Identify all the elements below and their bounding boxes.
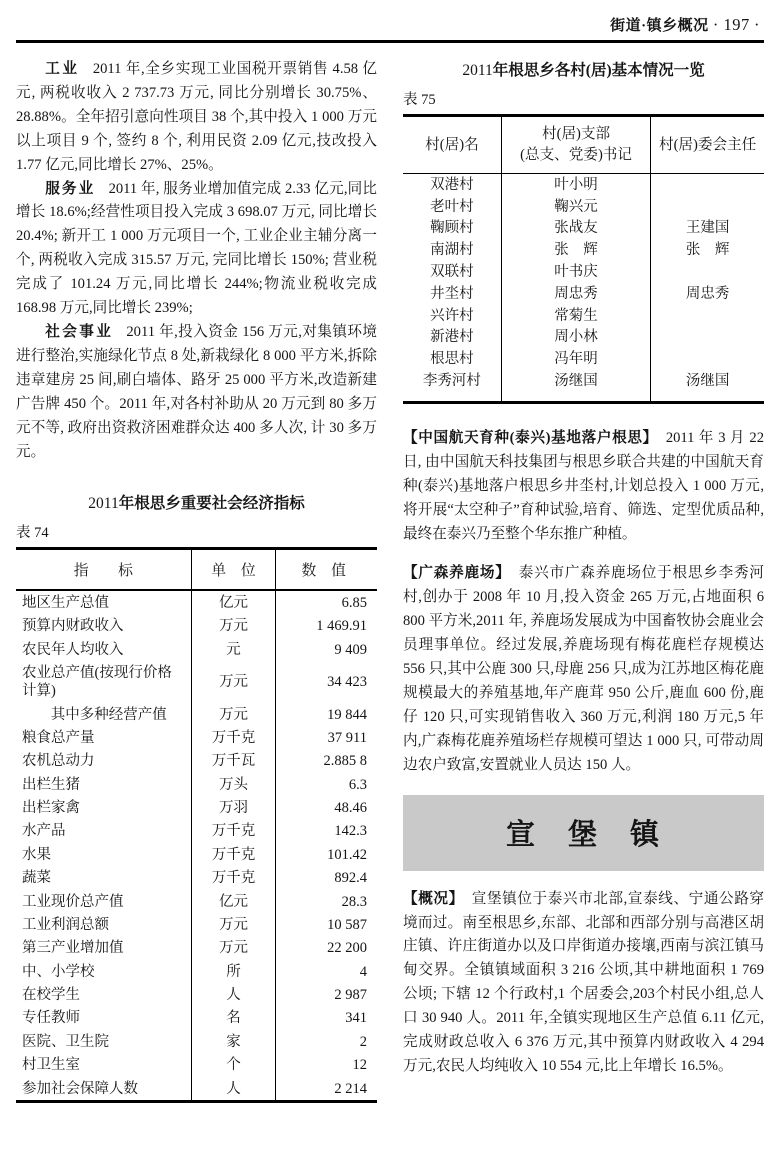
director-cell (651, 174, 764, 196)
village-name-cell: 南湖村 (430, 242, 474, 259)
indicator-cell: 农机总动力 (22, 753, 95, 770)
overview-head: 【概况】 (403, 890, 464, 907)
unit-cell: 人 (191, 1077, 276, 1102)
unit-cell: 名 (191, 1007, 276, 1030)
table-row (16, 1007, 377, 1030)
director-cell: 汤继国 (685, 372, 730, 389)
village-name-cell: 老叶村 (430, 198, 474, 215)
director-cell (651, 305, 764, 327)
indicator-cell: 水果 (22, 846, 51, 863)
table-row (403, 370, 764, 402)
table-row (16, 726, 377, 749)
table-row (403, 305, 764, 327)
table-row (16, 638, 377, 661)
village-name-cell: 李秀河村 (422, 372, 481, 389)
value-cell: 9 409 (334, 641, 367, 658)
value-cell: 2 (359, 1033, 367, 1050)
unit-cell: 亿元 (191, 890, 276, 913)
table74-header-value: 数 值 (276, 549, 377, 591)
unit-cell: 万元 (191, 662, 276, 703)
table75-header-name: 村(居)名 (403, 116, 501, 174)
right-entries (403, 427, 764, 778)
village-name-cell: 新港村 (430, 329, 474, 346)
secretary-cell: 张战友 (501, 218, 650, 240)
indicator-cell: 预算内财政收入 (22, 618, 124, 635)
indicator-cell: 在校学生 (22, 987, 80, 1004)
table-row (16, 890, 377, 913)
director-cell: 王建国 (685, 220, 730, 237)
table74-economic-indicators (16, 547, 377, 1103)
director-cell (651, 196, 764, 218)
secretary-cell: 常菊生 (501, 305, 650, 327)
body-paragraph (16, 178, 377, 321)
table-row (16, 590, 377, 614)
secretary-cell: 汤继国 (501, 370, 650, 402)
table-row (16, 960, 377, 983)
value-cell: 892.4 (334, 870, 367, 887)
value-cell: 22 200 (327, 940, 367, 957)
secretary-cell: 叶书庆 (501, 261, 650, 283)
director-cell: 张 辉 (685, 242, 730, 259)
unit-cell: 元 (191, 638, 276, 661)
director-cell (651, 326, 764, 348)
table-row (403, 326, 764, 348)
body-paragraph (16, 58, 377, 178)
village-name-cell: 双港村 (430, 176, 474, 193)
value-cell: 34 423 (327, 674, 367, 691)
value-cell: 2 214 (334, 1080, 367, 1097)
overview-paragraph (403, 888, 764, 1079)
table-row (403, 348, 764, 370)
indicator-cell: 村卫生室 (22, 1057, 80, 1074)
unit-cell: 万元 (191, 703, 276, 726)
paragraph-text: 2011 年,投入资金 156 万元,对集镇环境进行整治,实施绿化节点 8 处,新栽绿化 8 000 平方米,拆除违章建房 25 间,刷白墙体、路牙 25 000 平方米,改造新建广告牌 450 个。2011 年,对各村补助从 20 万元到 80 多万元不等, 政府出资救济困难群众达 400 多人次, 计 30 多万元。 (16, 323, 377, 460)
table74-label: 表 74 (16, 525, 49, 542)
unit-cell: 万头 (191, 773, 276, 796)
indicator-cell: 参加社会保障人数 (22, 1080, 138, 1097)
unit-cell: 亿元 (191, 590, 276, 614)
indicator-cell: 专任教师 (22, 1010, 80, 1027)
indicator-cell: 其中多种经营产值 (50, 706, 167, 723)
unit-cell: 万千克 (191, 726, 276, 749)
running-head-section: 街道·镇乡概况 (610, 18, 709, 34)
unit-cell: 家 (191, 1030, 276, 1053)
paragraph-text: 2011 年,全乡实现工业国税开票销售 4.58 亿元, 两税收收入 2 737.73 万元, 同比分别增长 30.75%、28.88%。全年招引意向性项目 38 个,其中投入 1 000 万元以上项目 9 个, 签约 8 个, 利用民资 2.09 亿元,技改投入 1.77 亿元,同比增长 27%、25%。 (16, 61, 377, 173)
table-row (403, 196, 764, 218)
right-column (403, 58, 764, 1103)
entry-paragraph (403, 427, 764, 547)
running-head-dot-2: · (754, 15, 760, 34)
paragraph-lead: 服务业 (45, 180, 96, 197)
table-row (16, 796, 377, 819)
village-name-cell: 鞠顾村 (430, 220, 474, 237)
indicator-cell: 中、小学校 (22, 963, 95, 980)
table-row (403, 261, 764, 283)
director-cell: 周忠秀 (685, 285, 730, 302)
value-cell: 6.85 (341, 595, 367, 612)
table74-title: 2011年根思乡重要社会经济指标 (88, 495, 305, 513)
unit-cell: 万千克 (191, 843, 276, 866)
indicator-cell: 蔬菜 (22, 870, 51, 887)
table75-village-overview (403, 114, 764, 404)
table75-title: 2011年根思乡各村(居)基本情况一览 (462, 62, 705, 79)
indicator-cell: 医院、卫生院 (22, 1033, 109, 1050)
value-cell: 37 911 (327, 729, 367, 746)
indicator-cell: 地区生产总值 (22, 595, 109, 612)
table-row (16, 773, 377, 796)
unit-cell: 万元 (191, 937, 276, 960)
unit-cell: 万元 (191, 615, 276, 638)
unit-cell: 万羽 (191, 796, 276, 819)
table-row (403, 239, 764, 261)
value-cell: 28.3 (341, 893, 367, 910)
village-name-cell: 根思村 (430, 351, 474, 368)
paragraph-lead: 工业 (45, 61, 80, 77)
table-row (16, 1077, 377, 1102)
value-cell: 12 (352, 1057, 367, 1074)
paragraph-lead: 社会事业 (45, 323, 114, 340)
director-cell (651, 261, 764, 283)
table-row (16, 843, 377, 866)
unit-cell: 万千瓦 (191, 750, 276, 773)
value-cell: 1 469.91 (316, 618, 367, 635)
table74-header-row (16, 549, 377, 591)
indicator-cell: 第三产业增加值 (22, 940, 124, 957)
secretary-cell: 张 辉 (501, 239, 650, 261)
value-cell: 19 844 (327, 706, 367, 723)
value-cell: 2 987 (334, 987, 367, 1004)
header-rule (16, 40, 764, 43)
unit-cell: 个 (191, 1054, 276, 1077)
running-head-page-number: 197 (723, 15, 750, 34)
value-cell: 2.885 8 (323, 753, 367, 770)
indicator-cell: 农民年人均收入 (22, 641, 124, 658)
entry-text: 2011 年 3 月 22 日, 由中国航天科技集团与根思乡联合共建的中国航天育种(泰兴)基地落户根思乡井坔村,计划总投入 1 000 万元,将开展“太空种子”育种试验,培育、筛选、定型优质品种,最终在泰兴乃至整个华东推广种植。 (403, 429, 764, 542)
unit-cell: 万元 (191, 913, 276, 936)
table-row (16, 662, 377, 703)
indicator-cell: 出栏家禽 (22, 800, 80, 817)
table74-header-unit: 单 位 (191, 549, 276, 591)
table-row (16, 913, 377, 936)
value-cell: 142.3 (334, 823, 367, 840)
village-name-cell: 井坔村 (430, 285, 474, 302)
table-row (16, 615, 377, 638)
table-row (403, 283, 764, 305)
table-row (16, 703, 377, 726)
secretary-cell: 周忠秀 (501, 283, 650, 305)
body-paragraph (16, 321, 377, 464)
paragraph-text: 2011 年, 服务业增加值完成 2.33 亿元,同比增长 18.6%;经营性项目投入完成 3 698.07 万元, 同比增长 20.4%; 新开工 1 000 万元项目一个, 工业企业主辅分离一个, 两税收入完成 315.57 万元, 完同比增长 150%; 营业税完成了 101.24 万元,同比增长 244%;物流业税收完成 168.98 万元,同比增长 239%; (16, 180, 377, 317)
left-paragraphs (16, 58, 377, 464)
unit-cell: 万千克 (191, 867, 276, 890)
indicator-cell: 农业总产值(按现行价格计算) (22, 665, 172, 700)
village-name-cell: 兴许村 (430, 307, 474, 324)
indicator-cell: 工业现价总产值 (22, 893, 124, 910)
section-banner-xuanbao-town: 宣 堡 镇 (403, 795, 764, 871)
table74-header-indicator: 指 标 (16, 549, 191, 591)
running-head-dot: · (712, 15, 719, 34)
left-column (16, 58, 377, 1103)
table-row (403, 218, 764, 240)
table-row (16, 1030, 377, 1053)
entry-paragraph (403, 562, 764, 777)
village-name-cell: 双联村 (430, 264, 474, 281)
director-cell (651, 348, 764, 370)
table75-header-row (403, 116, 764, 174)
value-cell: 341 (345, 1010, 367, 1027)
value-cell: 4 (359, 963, 367, 980)
unit-cell: 万千克 (191, 820, 276, 843)
unit-cell: 人 (191, 983, 276, 1006)
two-column-layout (16, 58, 764, 1103)
overview-text: 宣堡镇位于泰兴市北部,宣泰线、宁通公路穿境而过。南至根思乡,东部、北部和西部分别与高港区胡庄镇、许庄街道办以及口岸街道办接壤,西南与滨江镇马甸交界。全镇镇域面积 3 216 公顷,其中耕地面积 1 769 公顷; 下辖 12 个行政村,1 个居委会,203个村民小组,总人口 30 940 人。2011 年,全镇实现地区生产总值 6.11 亿元, 完成财政总收入 6 376 万元,其中预算内财政收入 4 294 万元,农民人均纯收入 10 554 元,比上年增长 16.5%。 (403, 890, 764, 1074)
table75-header-secretary: 村(居)支部 (总支、党委)书记 (501, 116, 650, 174)
table75-label: 表 75 (403, 92, 436, 108)
table-row (403, 174, 764, 196)
value-cell: 10 587 (327, 916, 367, 933)
entry-head: 【广森养鹿场】 (403, 565, 511, 582)
table-row (16, 750, 377, 773)
indicator-cell: 粮食总产量 (22, 729, 95, 746)
indicator-cell: 工业利润总额 (22, 916, 109, 933)
value-cell: 48.46 (334, 800, 367, 817)
entry-text: 泰兴市广森养鹿场位于根思乡李秀河村,创办于 2008 年 10 月,投入资金 265 万元,占地面积 6 800 平方米,2011 年, 养鹿场发展成为中国畜牧协会鹿业会员理事单位。经过发展,养鹿场现有梅花鹿栏存规模达 556 只,其中公鹿 300 只,母鹿 256 只,成为江苏地区梅花鹿规模最大的养殖基地,年产鹿茸 950 公斤,鹿血 600 份,鹿仔 120 只,可实现销售收入 360 万元,利润 180 万元,5 年内,广森梅花鹿养殖场栏存规模可望达 1 000 只, 可带动周边农户致富,安置就业人员达 150 人。 (403, 565, 764, 773)
indicator-cell: 水产品 (22, 823, 66, 840)
secretary-cell: 鞠兴元 (501, 196, 650, 218)
table-row (16, 983, 377, 1006)
table-row (16, 1054, 377, 1077)
secretary-cell: 叶小明 (501, 174, 650, 196)
secretary-cell: 周小林 (501, 326, 650, 348)
secretary-cell: 冯年明 (501, 348, 650, 370)
table-row (16, 820, 377, 843)
unit-cell: 所 (191, 960, 276, 983)
table-row (16, 937, 377, 960)
value-cell: 6.3 (348, 776, 367, 793)
table-row (16, 867, 377, 890)
value-cell: 101.42 (327, 846, 367, 863)
indicator-cell: 出栏生猪 (22, 776, 80, 793)
table75-header-director: 村(居)委会主任 (651, 116, 764, 174)
running-head (16, 14, 764, 35)
entry-head: 【中国航天育种(泰兴)基地落户根思】 (403, 429, 658, 446)
